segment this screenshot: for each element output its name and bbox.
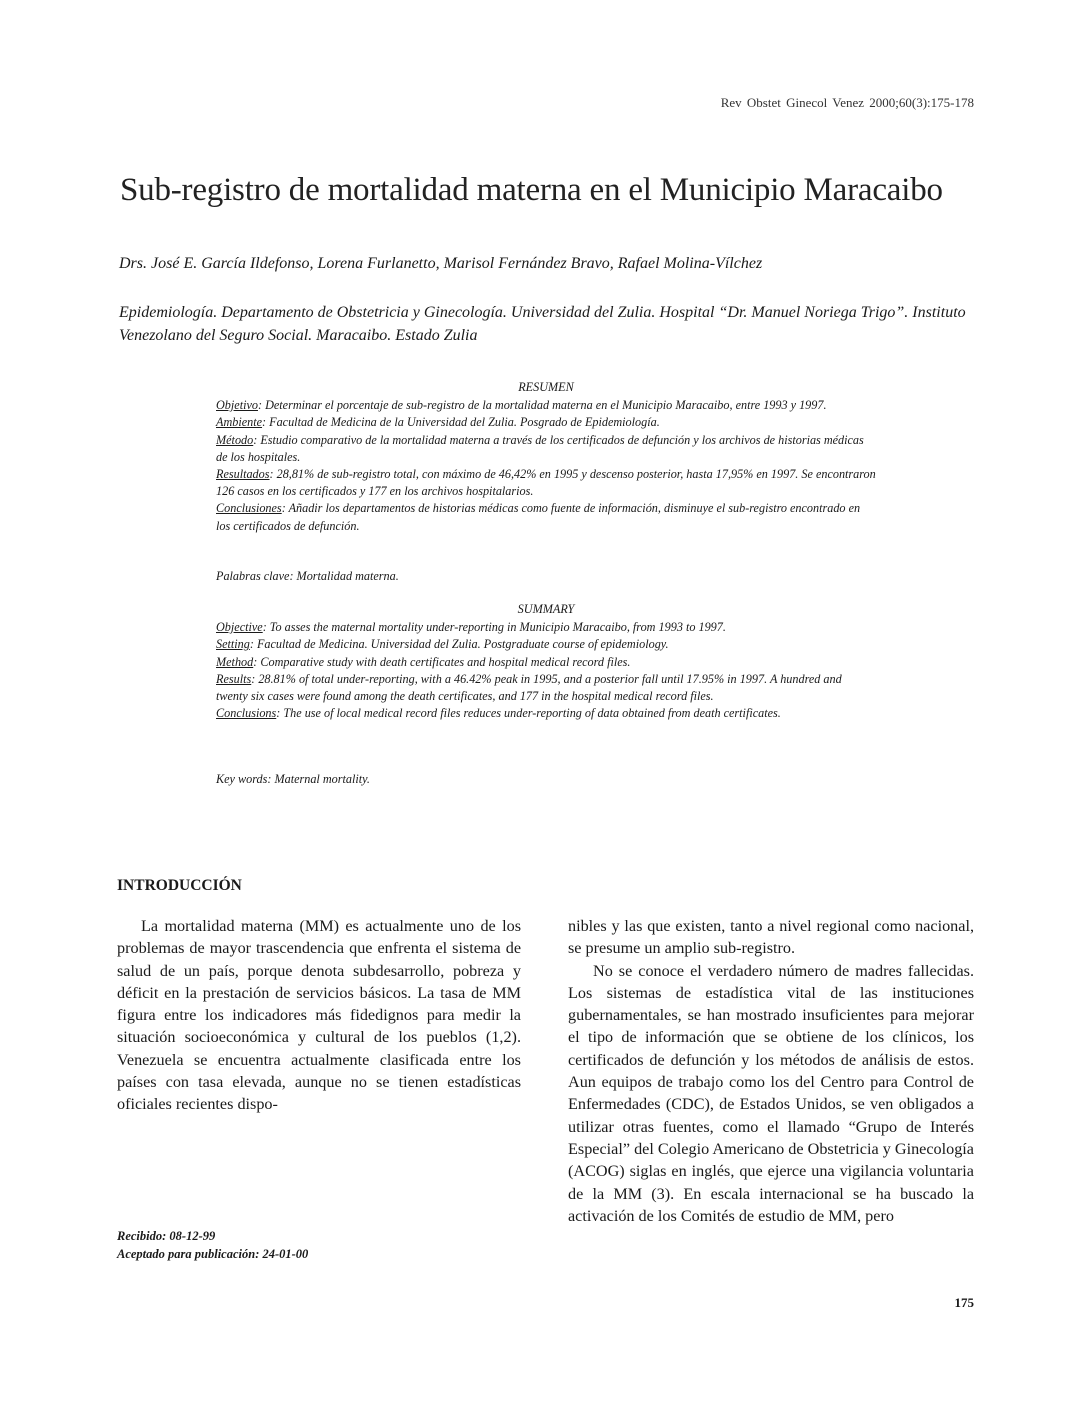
resumen-heading: RESUMEN [518,380,574,394]
objective-text: : To asses the maternal mortality under-reporting in Municipio Maracaibo, from 1993 to 1997. [262,620,726,635]
author-list: Drs. José E. García Ildefonso, Lorena Furlanetto, Marisol Fernández Bravo, Rafael Molina-Vílchez [119,255,763,272]
accepted-date: Aceptado para publicación: 24-01-00 [117,1247,309,1261]
conclusions-text: : The use of local medical record files reduces under-reporting of data obtained from death certificates. [276,706,781,721]
body-column-left [117,915,521,1116]
method-text: : Comparative study with death certificates and hospital medical record files. [253,654,631,669]
body-paragraph: No se conoce el verdadero número de madres fallecidas. Los sistemas de estadística vital de las instituciones gubernamentales, se han mostrado insuficientes para mejorar el tipo de información que se obtiene de los clínicos, los certificados de defunción y los métodos de análisis de estos. Aun equipos de trabajo como los del Centro para Control de Enfermedades (CDC), de Estados Unidos, se ven obligados a utilizar otras fuentes, como el llamado “Grupo de Interés Especial” del Colegio Americano de Obstetricia y Ginecología (ACOG) siglas en inglés, que ejerce una vigilancia voluntaria de la MM (3). En escala internacional se ha buscado la activación de los Comités de estudio de MM, pero [568,961,974,1225]
key-words: Key words: Maternal mortality. [216,772,370,786]
resumen-conclusiones [216,500,876,534]
summary-setting [216,636,876,653]
summary-section [216,601,876,722]
objetivo-label: Objetivo [216,398,258,413]
resumen-ambiente [216,414,876,431]
summary-heading: SUMMARY [517,602,575,616]
body-paragraph: La mortalidad materna (MM) es actualmente uno de los problemas de mayor trascendencia que enfrenta el sistema de salud de un país, porque denota subdesarrollo, pobreza y déficit en la prestación de servicios básicos. La tasa de MM figura entre los indicadores más fidedignos para medir la situación socioeconómica y cultural de los pueblos (1,2). Venezuela se encuentra actualmente clasificada entre los países con tasa elevada, aunque no se tienen estadísticas oficiales recientes dispo- [117,917,521,1114]
setting-text: : Facultad de Medicina. Universidad del Zulia. Postgraduate course of epidemiology. [249,637,669,652]
resumen-resultados [216,466,876,500]
results-text: : 28.81% of total under-reporting, with a 46.42% peak in 1995, and a posterior fall until 17.95% in 1997. A hundred and twenty six cases were found among the death certificates, and 177 in the hospital medical record files. [216,671,842,704]
summary-results [216,671,876,705]
setting-label: Setting [216,637,250,652]
resumen-metodo [216,432,876,466]
received-date: Recibido: 08-12-99 [117,1229,216,1243]
affiliation: Epidemiología. Departamento de Obstetricia y Ginecología. Universidad del Zulia. Hospital “Dr. Manuel Noriega Trigo”. Instituto Venezolano del Seguro Social. Maracaibo. Estado Zulia [119,304,966,344]
palabras-clave: Palabras clave: Mortalidad materna. [216,569,399,583]
page-number: 175 [954,1295,974,1310]
submission-dates [117,1227,308,1263]
conclusiones-label: Conclusiones [216,501,282,516]
conclusiones-text: : Añadir los departamentos de historias médicas como fuente de información, disminuye el sub-registro encontrado en los certificados de defunción. [216,501,861,533]
body-paragraph-continued: nibles y las que existen, tanto a nivel regional como nacional, se presume un amplio sub-registro. [568,917,974,958]
resumen-objetivo [216,397,876,414]
section-heading-introduccion: INTRODUCCIÓN [117,877,242,894]
resultados-label: Resultados [216,467,270,482]
resumen-section [216,379,876,535]
summary-objective [216,619,876,636]
method-label: Method [216,654,254,669]
objective-label: Objective [216,620,263,635]
body-column-right [568,915,974,1227]
objetivo-text: : Determinar el porcentaje de sub-registro de la mortalidad materna en el Municipio Maracaibo, entre 1993 y 1997. [257,398,827,413]
summary-conclusions [216,705,876,722]
conclusions-label: Conclusions [216,706,277,721]
metodo-label: Método [216,432,254,447]
summary-method [216,654,876,671]
ambiente-label: Ambiente [216,415,263,430]
resultados-text: : 28,81% de sub-registro total, con máximo de 46,42% en 1995 y descenso posterior, hasta 17,95% en 1997. Se encontraron 126 casos en los certificados y 177 en los archivos hospitalarios. [216,467,876,499]
metodo-text: : Estudio comparativo de la mortalidad materna a través de los certificados de defunción y los archivos de historias médicas de los hospitales. [216,432,864,464]
article-title: Sub-registro de mortalidad materna en el Municipio Maracaibo [120,172,943,208]
journal-reference: Rev Obstet Ginecol Venez 2000;60(3):175-178 [720,95,974,110]
ambiente-text: : Facultad de Medicina de la Universidad del Zulia. Posgrado de Epidemiología. [262,415,660,430]
results-label: Results [216,671,252,686]
